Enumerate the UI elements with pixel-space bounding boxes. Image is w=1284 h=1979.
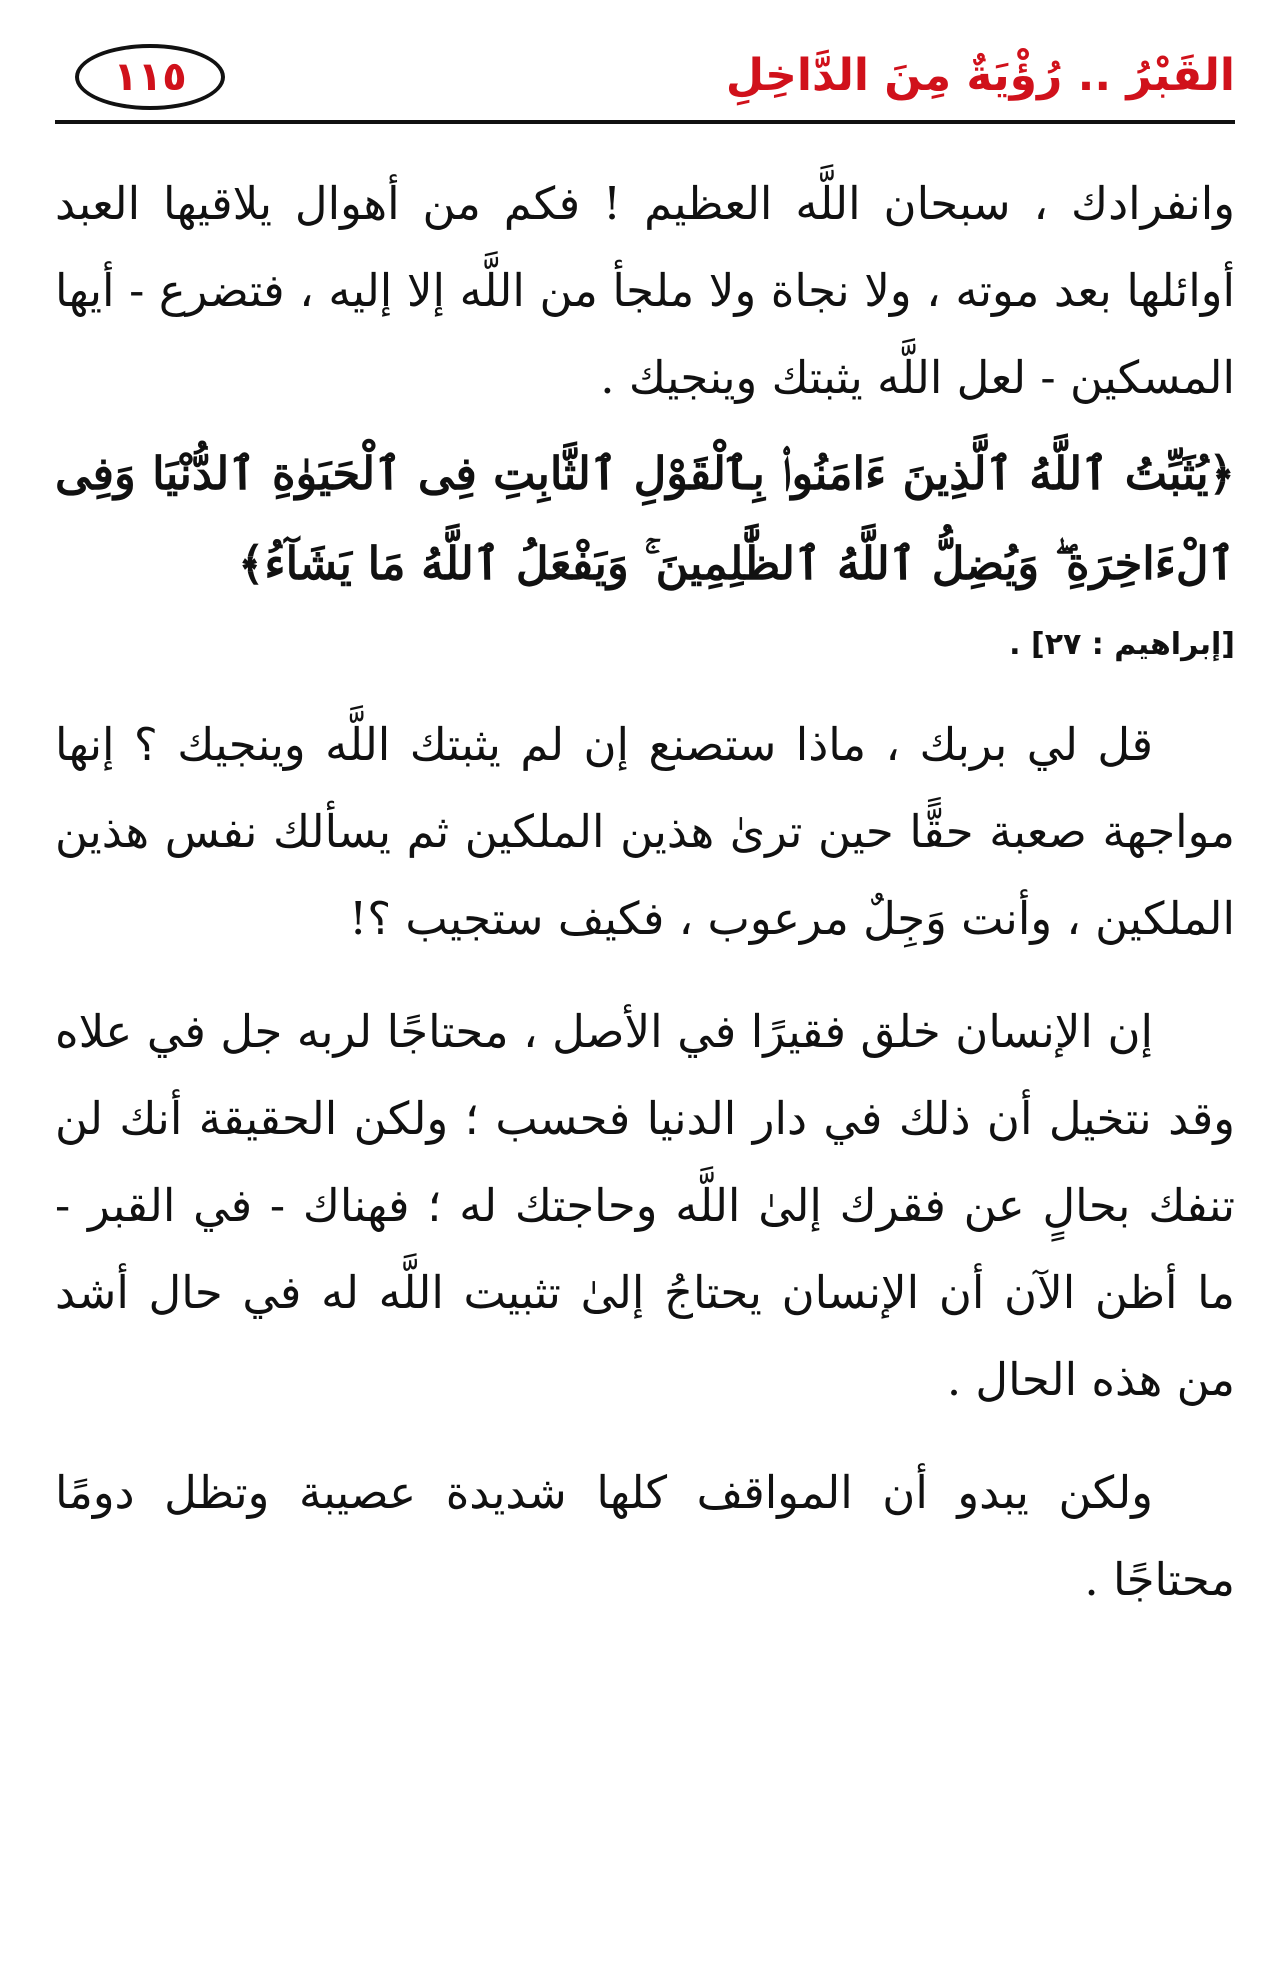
paragraph-3: إن الإنسان خلق فقيرًا في الأصل ، محتاجًا لربه جل في علاه وقد نتخيل أن ذلك في دار الدنيا فحسب ؛ ولكن الحقيقة أنك لن تنفك بحالٍ عن فقرك إلىٰ اللَّه وحاجتك له ؛ فهناك - في القبر - ما أظن الآن أن الإنسان يحتاجُ إلىٰ تثبيت اللَّه له في حال أشد من هذه الحال . — [55, 1005, 1235, 1406]
paragraph-4: ولكن يبدو أن المواقف كلها شديدة عصيبة وتظل دومًا محتاجًا . — [55, 1466, 1235, 1606]
paragraph-1: وانفرادك ، سبحان اللَّه العظيم ! فكم من أهوال يلاقيها العبد أوائلها بعد موته ، ولا نجاة ولا ملجأ من اللَّه إلا إليه ، فتضرع - أيها المسكين - لعل اللَّه يثبتك وينجيك . — [55, 177, 1235, 404]
page-body — [55, 160, 1235, 1623]
verse-reference: [إبراهيم : ٢٧] . — [1009, 627, 1235, 662]
page-number: ١١٥ — [75, 44, 225, 110]
page-header — [55, 36, 1235, 126]
running-title: القَبْرُ .. رُؤْيَةٌ مِنَ الدَّاخِلِ — [725, 50, 1235, 101]
quran-verse: ﴿يُثَبِّتُ ٱللَّهُ ٱلَّذِينَ ءَامَنُوا۟ بِٱلْقَوْلِ ٱلثَّابِتِ فِى ٱلْحَيَوٰةِ ٱلدُّنْيَا وَفِى ٱلْءَاخِرَةِ ۖ وَيُضِلُّ ٱللَّهُ ٱلظَّٰلِمِينَ ۚ وَيَفْعَلُ ٱللَّهُ مَا يَشَآءُ﴾ — [55, 447, 1235, 590]
paragraph-2: قل لي بربك ، ماذا ستصنع إن لم يثبتك اللَّه وينجيك ؟ إنها مواجهة صعبة حقًّا حين ترىٰ هذين الملكين ثم يسألك نفس هذين الملكين ، وأنت وَجِلٌ مرعوب ، فكيف ستجيب ؟! — [55, 718, 1235, 945]
header-rule — [55, 120, 1235, 124]
